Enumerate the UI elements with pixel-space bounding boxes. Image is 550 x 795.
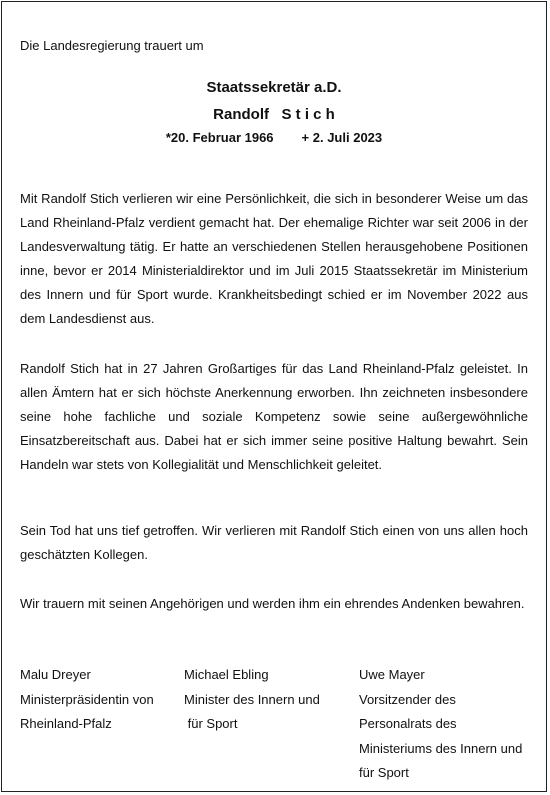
signatory-name: Uwe Mayer [359, 667, 425, 682]
signatory-role-line: für Sport [359, 765, 409, 780]
intro-line: Die Landesregierung trauert um [20, 38, 204, 53]
paragraph-mourning: Wir trauern mit seinen Angehörigen und werden ihm ein ehrendes Andenken bewahren. [20, 596, 525, 611]
signatory-2 [184, 663, 320, 737]
death-date: + 2. Juli 2023 [301, 130, 383, 145]
life-dates [0, 130, 548, 145]
signatory-role-line: Ministeriums des Innern und [359, 740, 523, 756]
deceased-name: Randolf S t i c h [213, 106, 335, 123]
signatory-role-line: für Sport [184, 716, 238, 731]
signatory-role-line: Ministerpräsidentin von [20, 691, 154, 707]
signatory-3 [359, 663, 522, 786]
signatory-role-line: Rheinland-Pfalz [20, 716, 112, 731]
signatory-name: Michael Ebling [184, 667, 269, 682]
birth-date: *20. Februar 1966 [165, 130, 274, 145]
signatory-name: Malu Dreyer [20, 667, 91, 682]
signatory-role-line: Minister des Innern und [184, 691, 320, 707]
signatory-role-line: Personalrats des [359, 716, 457, 731]
deceased-rank: Staatssekretär a.D. [206, 79, 342, 96]
signatory-1 [20, 663, 154, 737]
signatory-role-line: Vorsitzender des [359, 691, 456, 707]
paragraph-achievements: Randolf Stich hat in 27 Jahren Großartiges für das Land Rheinland-Pfalz geleistet. In allen Ämtern hat er sich höchste Anerkennung erworben. Ihn zeichneten insbesondere seine hohe fachliche und soziale Kompetenz sowie seine außergewöhnliche Einsatzbereitschaft aus. Dabei hat er sich immer seine positive Haltung bewahrt. Sein Handeln war stets von Kollegialität und Menschlichkeit geleitet. [20, 361, 528, 472]
paragraph-loss: Sein Tod hat uns tief getroffen. Wir verlieren mit Randolf Stich einen von uns allen hoch geschätzten Kollegen. [20, 523, 528, 562]
paragraph-career: Mit Randolf Stich verlieren wir eine Persönlichkeit, die sich in besonderer Weise um das Land Rheinland-Pfalz verdient gemacht hat. Der ehemalige Richter war seit 2006 in der Landesverwaltung tätig. Er hatte an verschiedenen Stellen herausgehobene Positionen inne, bevor er 2014 Ministerialdirektor und im Juli 2015 Staatssekretär im Ministerium des Innern und für Sport wurde. Krankheitsbedingt schied er im November 2022 aus dem Landesdienst aus. [20, 191, 528, 326]
